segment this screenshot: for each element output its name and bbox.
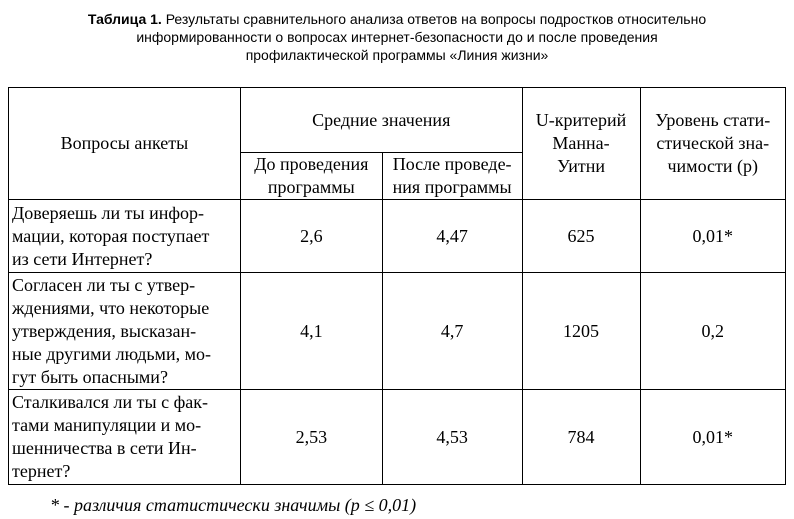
question-line: гут быть опасными?	[12, 366, 168, 387]
question-line: тами манипуляции и мо-	[12, 415, 202, 435]
question-line: из сети Интернет?	[12, 248, 153, 269]
question-cell	[9, 200, 241, 273]
header-after-line-2: ния программы	[392, 177, 512, 197]
header-p-line-1: Уровень стати-	[655, 110, 771, 130]
table-caption	[0, 10, 794, 64]
results-table	[8, 87, 786, 485]
caption-line-1	[0, 10, 794, 28]
question-line: ждениями, что некоторые	[12, 297, 210, 318]
question-line: утверждения, высказан-	[12, 320, 197, 341]
header-before-line-2: программы	[267, 177, 355, 197]
question-line: шенничества в сети Ин-	[12, 438, 197, 458]
question-cell	[9, 390, 241, 485]
before-value: 2,6	[240, 200, 382, 273]
question-line: мации, которая поступает	[12, 225, 210, 246]
header-u-line-3: Уитни	[557, 156, 605, 176]
significance-footnote: * - различия статистически значимы (р ≤ 0,01)	[50, 495, 417, 515]
question-line: Сталкивался ли ты с фак-	[12, 392, 208, 412]
header-before	[240, 153, 382, 200]
after-value: 4,53	[382, 390, 522, 485]
caption-line-2: информированности о вопросах интернет-безопасности до и после проведения	[136, 29, 658, 45]
header-significance	[640, 88, 785, 200]
u-value: 625	[522, 200, 640, 273]
after-value: 4,7	[382, 273, 522, 390]
header-p-line-3: чимости (р)	[667, 156, 759, 176]
header-u-criterion	[522, 88, 640, 200]
header-u-line-1: U-критерий	[535, 110, 627, 130]
header-before-line-1: До проведения	[254, 154, 369, 174]
question-line: тернет?	[12, 461, 71, 481]
question-line: ные другими людьми, мо-	[12, 343, 211, 364]
caption-line-3: профилактической программы «Линия жизни»	[245, 47, 549, 63]
u-value: 1205	[522, 273, 640, 390]
p-value: 0,01*	[640, 390, 785, 485]
table-row	[9, 273, 786, 390]
p-value: 0,01*	[640, 200, 785, 273]
question-line: Согласен ли ты с утвер-	[12, 274, 196, 295]
header-questions: Вопросы анкеты	[9, 88, 241, 200]
question-line: Доверяешь ли ты инфор-	[12, 202, 204, 223]
question-cell	[9, 273, 241, 390]
table-row	[9, 200, 786, 273]
header-means: Средние значения	[240, 88, 522, 153]
p-value: 0,2	[640, 273, 785, 390]
after-value: 4,47	[382, 200, 522, 273]
caption-label: Таблица 1.	[87, 11, 162, 27]
before-value: 2,53	[240, 390, 382, 485]
header-after-line-1: После проведе-	[392, 154, 512, 174]
header-p-line-2: стической зна-	[656, 133, 770, 153]
u-value: 784	[522, 390, 640, 485]
header-row-1	[9, 88, 786, 153]
header-after	[382, 153, 522, 200]
caption-text-1: Результаты сравнительного анализа ответов на вопросы подростков относительно	[165, 11, 707, 27]
before-value: 4,1	[240, 273, 382, 390]
header-u-line-2: Манна-	[552, 133, 610, 153]
table-row	[9, 390, 786, 485]
